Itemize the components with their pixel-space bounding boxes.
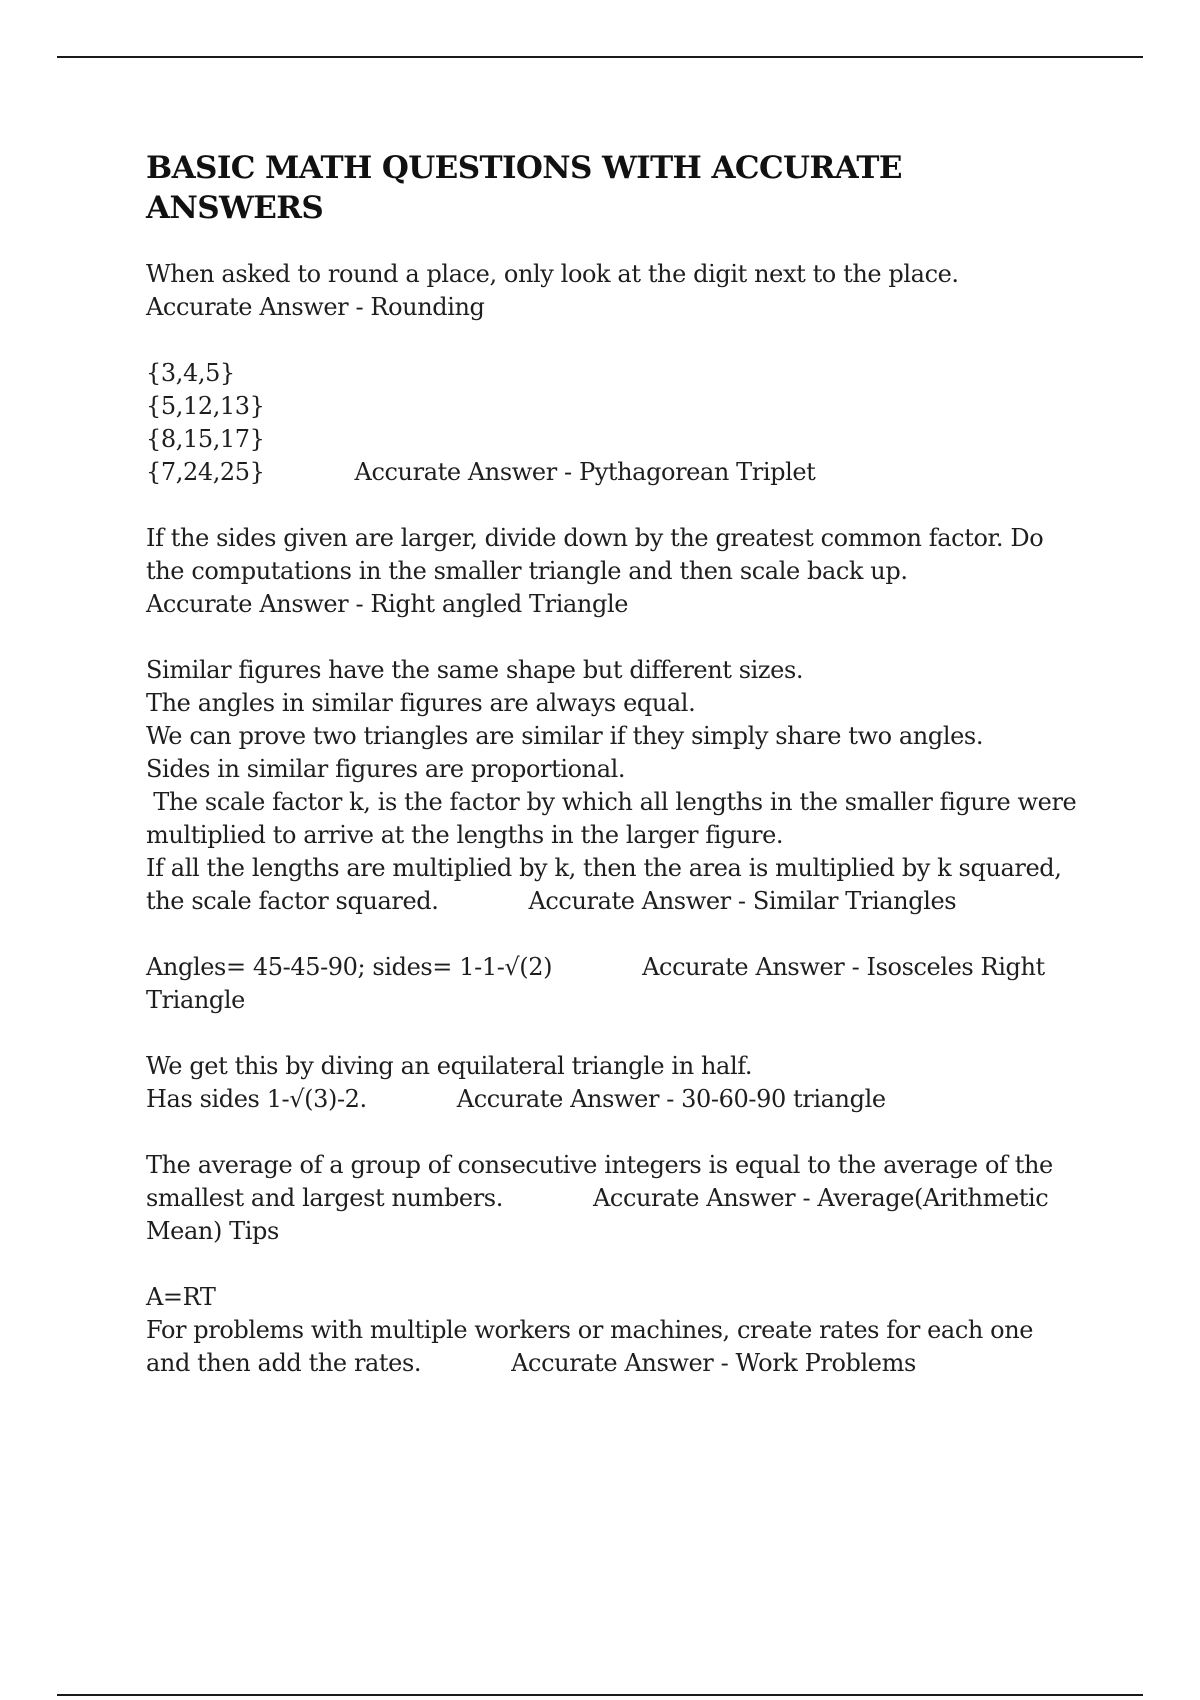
- card-text-line: Accurate Answer - Rounding: [146, 293, 485, 321]
- card-text-line: {7,24,25}: [146, 458, 265, 486]
- document-title: BASIC MATH QUESTIONS WITH ACCURATE ANSWERS: [146, 150, 902, 226]
- card-text-line: Has sides 1-√(3)-2.: [146, 1085, 367, 1113]
- card-text-line: the computations in the smaller triangle and then scale back up.: [146, 557, 908, 585]
- card-answer: Accurate Answer - Pythagorean Triplet: [354, 458, 816, 486]
- flashcard-work-problems: [146, 1281, 1086, 1380]
- card-text-line: the scale factor squared.: [146, 887, 439, 915]
- card-text-line: The average of a group of consecutive integers is equal to the average of the: [146, 1151, 1053, 1179]
- card-text-row: [146, 885, 1086, 918]
- flashcard-isosceles-right-triangle: [146, 951, 1086, 1017]
- card-text-line: If the sides given are larger, divide down by the greatest common factor. Do: [146, 524, 1044, 552]
- card-text-row: [146, 951, 1086, 984]
- top-rule: [57, 56, 1143, 58]
- flashcard-pythagorean-triplet: [146, 357, 1086, 489]
- card-text-line: Sides in similar figures are proportional.: [146, 755, 626, 783]
- card-answer-continued: Triangle: [146, 986, 245, 1014]
- card-text-line: and then add the rates.: [146, 1349, 422, 1377]
- card-text-line: We get this by diving an equilateral triangle in half.: [146, 1052, 753, 1080]
- card-text-line: {8,15,17}: [146, 425, 265, 453]
- card-text-line: The angles in similar figures are always equal.: [146, 689, 696, 717]
- card-text-line: {3,4,5}: [146, 359, 235, 387]
- card-text-row: [146, 1182, 1086, 1215]
- card-text-line: The scale factor k, is the factor by which all lengths in the smaller figure were: [146, 788, 1077, 816]
- card-answer: Accurate Answer - Isosceles Right: [642, 953, 1045, 981]
- card-text-line: When asked to round a place, only look at the digit next to the place.: [146, 260, 959, 288]
- card-text-line: Angles= 45-45-90; sides= 1-1-√(2): [146, 953, 553, 981]
- flashcard-average-tips: [146, 1149, 1086, 1248]
- card-text-line: smallest and largest numbers.: [146, 1184, 503, 1212]
- card-text-row: [146, 1083, 1086, 1116]
- card-text-row: [146, 456, 1086, 489]
- card-text-line: multiplied to arrive at the lengths in the larger figure.: [146, 821, 784, 849]
- bottom-rule: [57, 1694, 1143, 1696]
- card-answer: Accurate Answer - Similar Triangles: [528, 887, 957, 915]
- flashcard-rounding: [146, 258, 1086, 324]
- card-text-line: Similar figures have the same shape but different sizes.: [146, 656, 804, 684]
- card-text-line: Accurate Answer - Right angled Triangle: [146, 590, 629, 618]
- card-answer: Accurate Answer - Average(Arithmetic: [592, 1184, 1049, 1212]
- card-text-row: [146, 1347, 1086, 1380]
- document-body: [146, 148, 1086, 1413]
- card-text-line: For problems with multiple workers or machines, create rates for each one: [146, 1316, 1034, 1344]
- flashcard-30-60-90-triangle: [146, 1050, 1086, 1116]
- card-answer: Accurate Answer - 30-60-90 triangle: [456, 1085, 886, 1113]
- card-text-line: {5,12,13}: [146, 392, 265, 420]
- card-answer: Accurate Answer - Work Problems: [511, 1349, 916, 1377]
- card-answer-continued: Mean) Tips: [146, 1217, 279, 1245]
- flashcard-right-angled-triangle: [146, 522, 1086, 621]
- flashcard-similar-triangles: [146, 654, 1086, 918]
- card-text-line: We can prove two triangles are similar if they simply share two angles.: [146, 722, 984, 750]
- card-text-line: If all the lengths are multiplied by k, then the area is multiplied by k squared,: [146, 854, 1062, 882]
- card-text-line: A=RT: [146, 1283, 216, 1311]
